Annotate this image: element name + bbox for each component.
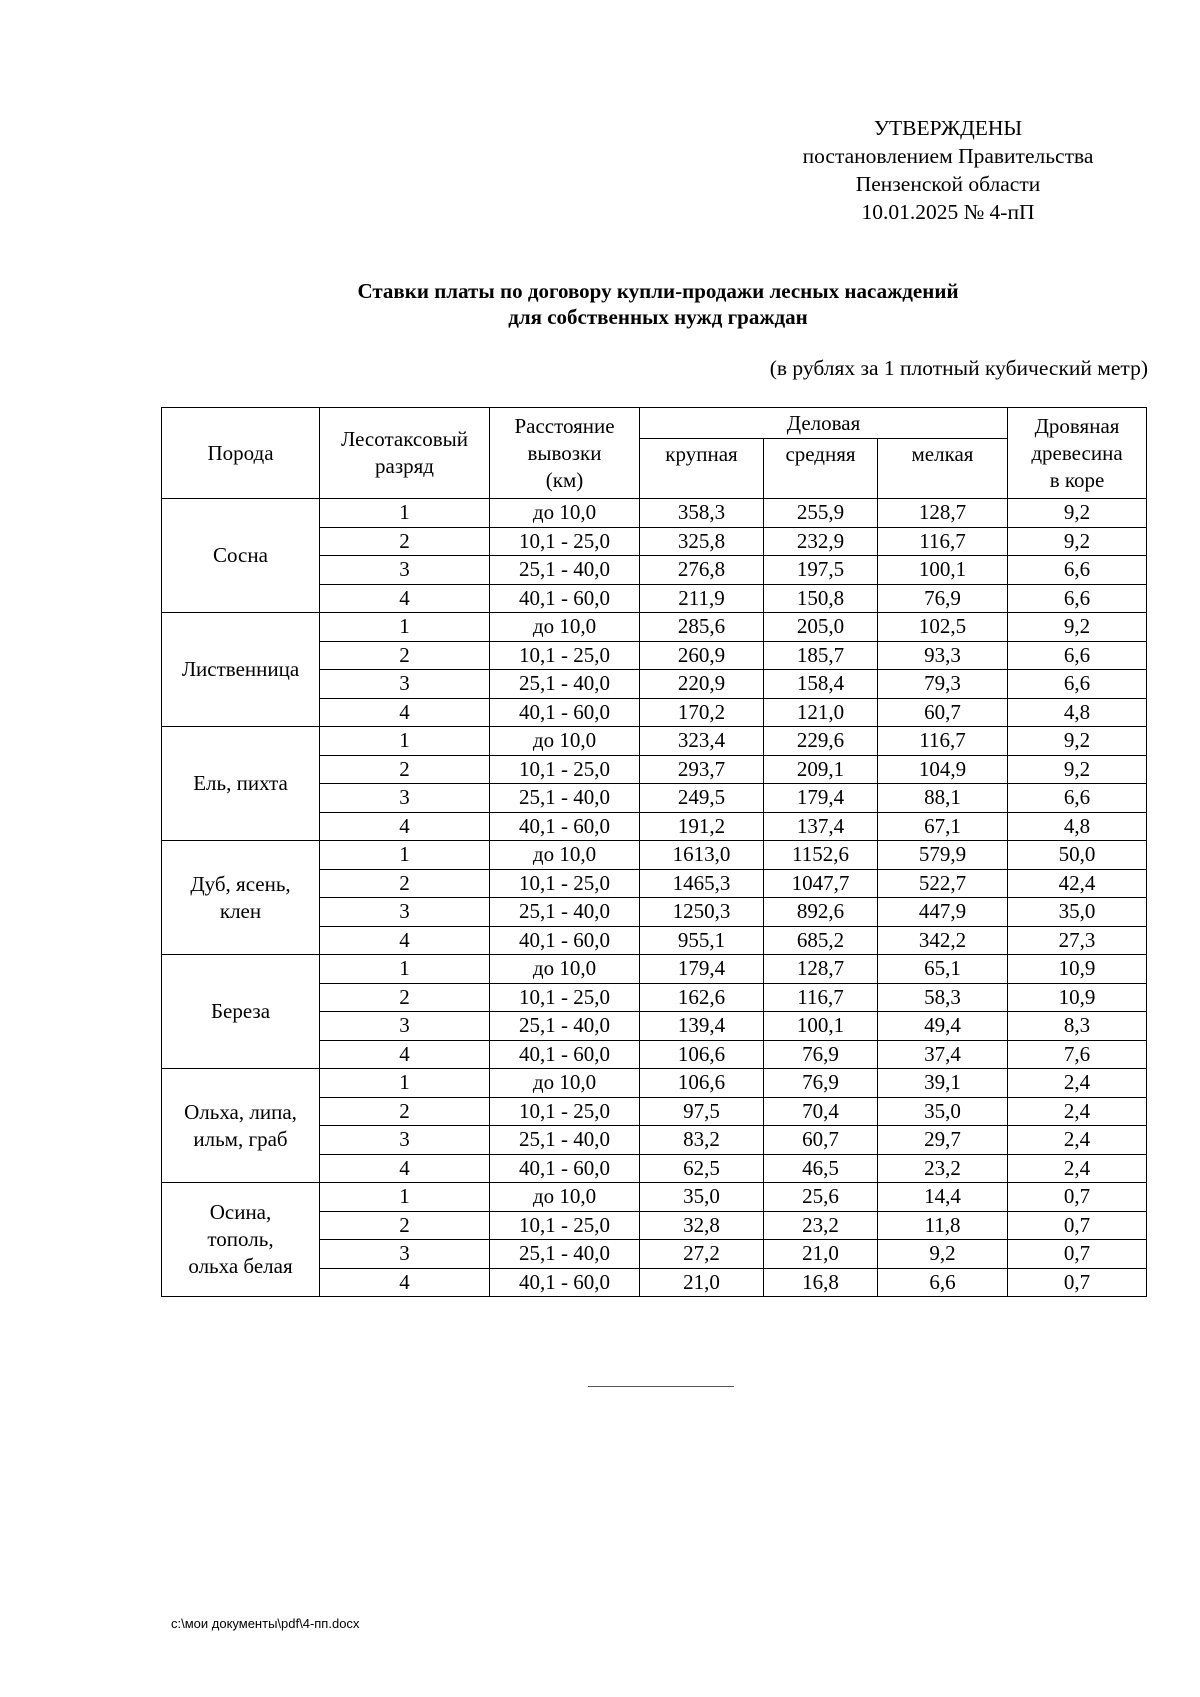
file-path-footer: c:\мои документы\pdf\4-пп.docx — [171, 1616, 360, 1631]
cell-distance: 40,1 - 60,0 — [490, 698, 640, 727]
cell-distance: 25,1 - 40,0 — [490, 670, 640, 699]
species-name: Ольха, липа, ильм, граб — [162, 1069, 320, 1183]
cell-large: 162,6 — [640, 983, 764, 1012]
cell-large: 27,2 — [640, 1240, 764, 1269]
cell-small: 522,7 — [878, 869, 1008, 898]
cell-large: 97,5 — [640, 1097, 764, 1126]
cell-grade: 3 — [320, 1012, 490, 1041]
cell-large: 1250,3 — [640, 898, 764, 927]
cell-firewood: 6,6 — [1008, 784, 1147, 813]
cell-medium: 158,4 — [764, 670, 878, 699]
cell-firewood: 2,4 — [1008, 1097, 1147, 1126]
cell-medium: 197,5 — [764, 556, 878, 585]
approval-block — [766, 114, 1130, 226]
header-firewood: Дровяная древесина в коре — [1008, 408, 1147, 499]
cell-distance: до 10,0 — [490, 841, 640, 870]
cell-distance: 40,1 - 60,0 — [490, 1268, 640, 1297]
table-row — [162, 1069, 1147, 1098]
cell-firewood: 50,0 — [1008, 841, 1147, 870]
cell-grade: 3 — [320, 784, 490, 813]
cell-firewood: 9,2 — [1008, 755, 1147, 784]
cell-large: 260,9 — [640, 641, 764, 670]
cell-grade: 2 — [320, 983, 490, 1012]
cell-grade: 2 — [320, 1097, 490, 1126]
cell-distance: 10,1 - 25,0 — [490, 527, 640, 556]
cell-large: 249,5 — [640, 784, 764, 813]
cell-firewood: 9,2 — [1008, 727, 1147, 756]
cell-medium: 137,4 — [764, 812, 878, 841]
species-name: Лиственница — [162, 613, 320, 727]
cell-large: 106,6 — [640, 1069, 764, 1098]
cell-grade: 3 — [320, 556, 490, 585]
cell-small: 116,7 — [878, 527, 1008, 556]
cell-distance: 10,1 - 25,0 — [490, 983, 640, 1012]
cell-small: 37,4 — [878, 1040, 1008, 1069]
units-note: (в рублях за 1 плотный кубический метр) — [769, 356, 1148, 380]
cell-small: 58,3 — [878, 983, 1008, 1012]
cell-medium: 76,9 — [764, 1040, 878, 1069]
cell-small: 14,4 — [878, 1183, 1008, 1212]
cell-grade: 4 — [320, 812, 490, 841]
cell-distance: 40,1 - 60,0 — [490, 1040, 640, 1069]
title-line: Ставки платы по договору купли-продажи лесных насаждений — [357, 279, 959, 303]
cell-medium: 21,0 — [764, 1240, 878, 1269]
cell-grade: 4 — [320, 698, 490, 727]
cell-distance: 10,1 - 25,0 — [490, 1211, 640, 1240]
cell-small: 93,3 — [878, 641, 1008, 670]
cell-large: 211,9 — [640, 584, 764, 613]
header-species: Порода — [162, 408, 320, 499]
cell-firewood: 10,9 — [1008, 983, 1147, 1012]
cell-small: 67,1 — [878, 812, 1008, 841]
cell-small: 76,9 — [878, 584, 1008, 613]
cell-grade: 4 — [320, 1154, 490, 1183]
cell-grade: 3 — [320, 1126, 490, 1155]
cell-firewood: 35,0 — [1008, 898, 1147, 927]
cell-small: 102,5 — [878, 613, 1008, 642]
cell-distance: до 10,0 — [490, 1183, 640, 1212]
cell-grade: 2 — [320, 527, 490, 556]
cell-distance: до 10,0 — [490, 499, 640, 528]
cell-grade: 1 — [320, 613, 490, 642]
cell-grade: 2 — [320, 869, 490, 898]
cell-distance: до 10,0 — [490, 727, 640, 756]
cell-medium: 1047,7 — [764, 869, 878, 898]
cell-large: 35,0 — [640, 1183, 764, 1212]
cell-medium: 229,6 — [764, 727, 878, 756]
header-large: крупная — [640, 439, 764, 499]
end-divider — [588, 1386, 734, 1387]
cell-medium: 128,7 — [764, 955, 878, 984]
cell-grade: 2 — [320, 755, 490, 784]
cell-grade: 4 — [320, 1268, 490, 1297]
cell-grade: 1 — [320, 499, 490, 528]
cell-grade: 4 — [320, 926, 490, 955]
cell-firewood: 10,9 — [1008, 955, 1147, 984]
cell-large: 139,4 — [640, 1012, 764, 1041]
cell-firewood: 2,4 — [1008, 1154, 1147, 1183]
cell-large: 293,7 — [640, 755, 764, 784]
cell-grade: 2 — [320, 1211, 490, 1240]
cell-firewood: 9,2 — [1008, 527, 1147, 556]
cell-small: 342,2 — [878, 926, 1008, 955]
cell-grade: 1 — [320, 727, 490, 756]
cell-large: 220,9 — [640, 670, 764, 699]
cell-medium: 232,9 — [764, 527, 878, 556]
cell-distance: 40,1 - 60,0 — [490, 812, 640, 841]
cell-firewood: 0,7 — [1008, 1183, 1147, 1212]
header-grade: Лесотаксовый разряд — [320, 408, 490, 499]
cell-distance: 40,1 - 60,0 — [490, 1154, 640, 1183]
cell-small: 49,4 — [878, 1012, 1008, 1041]
cell-firewood: 27,3 — [1008, 926, 1147, 955]
table-row — [162, 1183, 1147, 1212]
header-distance: Расстояние вывозки (км) — [490, 408, 640, 499]
cell-firewood: 9,2 — [1008, 613, 1147, 642]
header-row — [162, 408, 1147, 439]
table-row — [162, 955, 1147, 984]
cell-distance: до 10,0 — [490, 955, 640, 984]
cell-distance: 10,1 - 25,0 — [490, 1097, 640, 1126]
cell-firewood: 2,4 — [1008, 1126, 1147, 1155]
cell-firewood: 6,6 — [1008, 556, 1147, 585]
cell-large: 32,8 — [640, 1211, 764, 1240]
species-name: Сосна — [162, 499, 320, 613]
cell-firewood: 2,4 — [1008, 1069, 1147, 1098]
cell-large: 285,6 — [640, 613, 764, 642]
cell-distance: 25,1 - 40,0 — [490, 556, 640, 585]
cell-distance: до 10,0 — [490, 1069, 640, 1098]
cell-medium: 255,9 — [764, 499, 878, 528]
cell-distance: до 10,0 — [490, 613, 640, 642]
cell-large: 83,2 — [640, 1126, 764, 1155]
cell-large: 955,1 — [640, 926, 764, 955]
cell-medium: 25,6 — [764, 1183, 878, 1212]
approval-line: Пензенской области — [855, 172, 1041, 196]
cell-large: 106,6 — [640, 1040, 764, 1069]
cell-medium: 1152,6 — [764, 841, 878, 870]
cell-large: 323,4 — [640, 727, 764, 756]
cell-grade: 2 — [320, 641, 490, 670]
cell-firewood: 6,6 — [1008, 670, 1147, 699]
cell-grade: 4 — [320, 1040, 490, 1069]
table-row — [162, 841, 1147, 870]
cell-small: 447,9 — [878, 898, 1008, 927]
cell-firewood: 6,6 — [1008, 641, 1147, 670]
table-row — [162, 613, 1147, 642]
cell-grade: 1 — [320, 841, 490, 870]
cell-firewood: 4,8 — [1008, 812, 1147, 841]
cell-distance: 40,1 - 60,0 — [490, 584, 640, 613]
cell-distance: 25,1 - 40,0 — [490, 1126, 640, 1155]
cell-medium: 60,7 — [764, 1126, 878, 1155]
cell-medium: 150,8 — [764, 584, 878, 613]
cell-small: 116,7 — [878, 727, 1008, 756]
species-name: Береза — [162, 955, 320, 1069]
header-medium: средняя — [764, 439, 878, 499]
cell-large: 21,0 — [640, 1268, 764, 1297]
cell-small: 29,7 — [878, 1126, 1008, 1155]
cell-grade: 4 — [320, 584, 490, 613]
cell-small: 60,7 — [878, 698, 1008, 727]
cell-medium: 116,7 — [764, 983, 878, 1012]
cell-distance: 10,1 - 25,0 — [490, 869, 640, 898]
cell-firewood: 8,3 — [1008, 1012, 1147, 1041]
cell-medium: 205,0 — [764, 613, 878, 642]
title-line: для собственных нужд граждан — [508, 305, 808, 329]
cell-firewood: 6,6 — [1008, 584, 1147, 613]
cell-small: 9,2 — [878, 1240, 1008, 1269]
cell-grade: 3 — [320, 1240, 490, 1269]
cell-distance: 25,1 - 40,0 — [490, 1240, 640, 1269]
cell-grade: 1 — [320, 1183, 490, 1212]
cell-small: 35,0 — [878, 1097, 1008, 1126]
cell-medium: 70,4 — [764, 1097, 878, 1126]
approval-date-number: 10.01.2025 № 4-пП — [861, 200, 1035, 224]
cell-small: 6,6 — [878, 1268, 1008, 1297]
header-small: мелкая — [878, 439, 1008, 499]
cell-firewood: 9,2 — [1008, 499, 1147, 528]
cell-medium: 23,2 — [764, 1211, 878, 1240]
cell-small: 104,9 — [878, 755, 1008, 784]
cell-distance: 40,1 - 60,0 — [490, 926, 640, 955]
cell-grade: 1 — [320, 1069, 490, 1098]
cell-medium: 209,1 — [764, 755, 878, 784]
cell-distance: 25,1 - 40,0 — [490, 1012, 640, 1041]
cell-medium: 46,5 — [764, 1154, 878, 1183]
cell-large: 62,5 — [640, 1154, 764, 1183]
cell-large: 1465,3 — [640, 869, 764, 898]
cell-large: 358,3 — [640, 499, 764, 528]
cell-firewood: 0,7 — [1008, 1211, 1147, 1240]
cell-medium: 76,9 — [764, 1069, 878, 1098]
cell-distance: 10,1 - 25,0 — [490, 641, 640, 670]
cell-small: 39,1 — [878, 1069, 1008, 1098]
approval-heading: УТВЕРЖДЕНЫ — [873, 116, 1023, 140]
species-name: Дуб, ясень, клен — [162, 841, 320, 955]
cell-medium: 16,8 — [764, 1268, 878, 1297]
cell-medium: 185,7 — [764, 641, 878, 670]
cell-grade: 3 — [320, 670, 490, 699]
cell-grade: 1 — [320, 955, 490, 984]
cell-large: 1613,0 — [640, 841, 764, 870]
species-name: Осина, тополь, ольха белая — [162, 1183, 320, 1297]
rates-table — [161, 407, 1147, 1297]
cell-small: 11,8 — [878, 1211, 1008, 1240]
cell-medium: 121,0 — [764, 698, 878, 727]
cell-distance: 25,1 - 40,0 — [490, 898, 640, 927]
cell-small: 88,1 — [878, 784, 1008, 813]
species-name: Ель, пихта — [162, 727, 320, 841]
cell-large: 325,8 — [640, 527, 764, 556]
approval-line: постановлением Правительства — [802, 144, 1094, 168]
cell-firewood: 42,4 — [1008, 869, 1147, 898]
table-row — [162, 727, 1147, 756]
cell-grade: 3 — [320, 898, 490, 927]
cell-distance: 10,1 - 25,0 — [490, 755, 640, 784]
rates-body — [162, 499, 1147, 1297]
cell-large: 179,4 — [640, 955, 764, 984]
cell-small: 23,2 — [878, 1154, 1008, 1183]
cell-small: 65,1 — [878, 955, 1008, 984]
cell-small: 100,1 — [878, 556, 1008, 585]
header-business: Деловая — [640, 408, 1008, 439]
document-title — [160, 278, 1156, 330]
cell-small: 79,3 — [878, 670, 1008, 699]
cell-large: 191,2 — [640, 812, 764, 841]
cell-large: 276,8 — [640, 556, 764, 585]
cell-large: 170,2 — [640, 698, 764, 727]
cell-firewood: 4,8 — [1008, 698, 1147, 727]
cell-firewood: 7,6 — [1008, 1040, 1147, 1069]
cell-medium: 179,4 — [764, 784, 878, 813]
cell-medium: 100,1 — [764, 1012, 878, 1041]
cell-firewood: 0,7 — [1008, 1240, 1147, 1269]
cell-medium: 685,2 — [764, 926, 878, 955]
cell-small: 128,7 — [878, 499, 1008, 528]
cell-small: 579,9 — [878, 841, 1008, 870]
cell-medium: 892,6 — [764, 898, 878, 927]
cell-distance: 25,1 - 40,0 — [490, 784, 640, 813]
table-row — [162, 499, 1147, 528]
cell-firewood: 0,7 — [1008, 1268, 1147, 1297]
